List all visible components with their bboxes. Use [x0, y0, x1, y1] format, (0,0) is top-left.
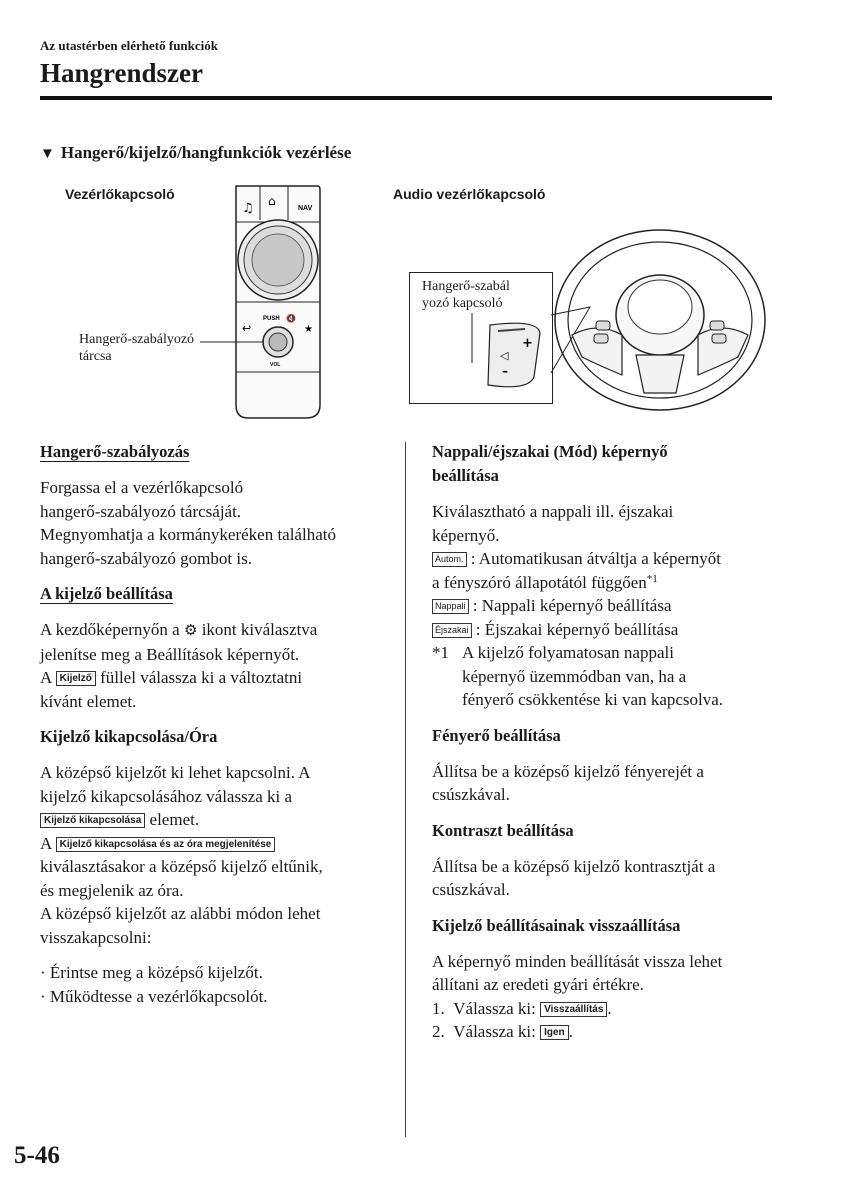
- volume-text: Forgassa el a vezérlőkapcsoló hangerő-szabályozó tárcsáját. Megnyomhatja a kormánykeréken található hangerő-szabályozó gombot is.: [40, 478, 336, 568]
- settings-gear-icon: ⚙: [183, 621, 198, 639]
- breadcrumb: Az utastérben elérhető funkciók: [40, 38, 219, 53]
- music-icon: ♫: [242, 201, 254, 216]
- right-column: [432, 440, 782, 1044]
- button-ejszakai: Éjszakai: [432, 623, 472, 638]
- title-rule: [40, 96, 772, 100]
- heading-volume: Hangerő-szabályozás: [40, 442, 190, 461]
- push-key-label: PUSH: [263, 316, 280, 322]
- button-autom: Autom.: [432, 552, 467, 567]
- controller-illustration: [200, 180, 330, 425]
- section-title: ▼ Hangerő/kijelző/hangfunkciók vezérlése: [40, 143, 352, 162]
- page-title: Hangrendszer: [40, 58, 203, 88]
- tab-kijelzo: Kijelző: [56, 671, 96, 686]
- heading-day-night: Nappali/éjszakai (Mód) képernyő beállítása: [432, 442, 668, 485]
- button-nappali: Nappali: [432, 599, 469, 614]
- list-item: · Érintse meg a középső kijelzőt.: [40, 963, 263, 982]
- left-column: [40, 440, 385, 1008]
- display-settings-text: A kezdőképernyőn a ⚙ ikont kiválasztva jelenítse meg a Beállítások képernyőt. A Kijelző füllel válassza ki a változtatni kívánt elemet.: [40, 620, 318, 711]
- day-night-text: Kiválasztható a nappali ill. éjszakai képernyő. Autom. : Automatikusan átváltja a képernyőt a fényszóró állapotától függően$^{*1}$ Nappali : Nappali képernyő beállítása Éjszakai : Éjszakai képernyő beállítása: [432, 502, 721, 639]
- heading-display-settings: A kijelző beállítása: [40, 584, 173, 603]
- reset-text: A képernyő minden beállítását vissza lehet állítani az eredeti gyári értékre.: [432, 951, 723, 994]
- back-icon: ↩: [242, 322, 252, 335]
- volume-icon: ◁: [500, 349, 509, 362]
- column-divider: [405, 442, 406, 1137]
- volume-switch-zoom: [410, 273, 552, 403]
- switch-callout: Hangerő-szabál yozó kapcsoló: [422, 279, 510, 311]
- list-item: 1. Válassza ki: Visszaállítás .: [432, 998, 612, 1018]
- nav-key-label: NAV: [298, 205, 313, 212]
- figure-label-controller: Vezérlőkapcsoló: [65, 186, 175, 202]
- button-igen: Igen: [540, 1025, 569, 1040]
- button-visszaallitas: Visszaállítás: [540, 1002, 607, 1017]
- list-item: · Működtesse a vezérlőkapcsolót.: [40, 986, 268, 1006]
- heading-brightness: Fényerő beállítása: [432, 725, 561, 745]
- page-number: 5-46: [14, 1142, 60, 1169]
- brightness-text: Állítsa be a középső kijelző fényerejét a csúszkával.: [432, 761, 704, 804]
- heading-contrast: Kontraszt beállítása: [432, 820, 574, 840]
- footnote: *1 A kijelző folyamatosan nappali képernyő üzemmódban van, ha a fényerő csökkentése ki van kapcsolva.: [432, 643, 724, 709]
- display-off-text: A középső kijelzőt ki lehet kapcsolni. A kijelző kikapcsolásához válassza ki a Kijelző kikapcsolása elemet. A Kijelző kikapcsolása és az óra megjelenítése kiválasztásakor a középső kijelző eltűnik, és megjelenik az óra. A középső kijelzőt az alábbi módon lehet visszakapcsolni:: [40, 763, 323, 947]
- steering-wheel-illustration: [540, 225, 790, 415]
- triangle-down-icon: ▼: [40, 146, 55, 162]
- dial-callout: Hangerő-szabályozó tárcsa: [79, 332, 195, 364]
- button-kijelzo-kikapcsolasa: Kijelző kikapcsolása: [40, 813, 145, 828]
- contrast-text: Állítsa be a középső kijelző kontrasztját a csúszkával.: [432, 856, 716, 899]
- zoom-inset: [409, 272, 553, 404]
- button-kikapcsolas-ora: Kijelző kikapcsolása és az óra megjelenítése: [56, 837, 276, 852]
- favorite-icon: ★: [304, 324, 313, 335]
- list-item: 2. Válassza ki: Igen .: [432, 1022, 573, 1041]
- heading-reset: Kijelző beállításainak visszaállítása: [432, 915, 681, 935]
- mute-icon: 🔇: [286, 314, 296, 323]
- heading-display-off: Kijelző kikapcsolása/Óra: [40, 727, 218, 746]
- home-icon: ⌂: [268, 194, 276, 208]
- volume-minus: –: [502, 364, 508, 378]
- volume-plus: +: [522, 336, 533, 351]
- vol-key-label: VOL: [270, 362, 281, 368]
- figure-label-audio: Audio vezérlőkapcsoló: [393, 186, 546, 202]
